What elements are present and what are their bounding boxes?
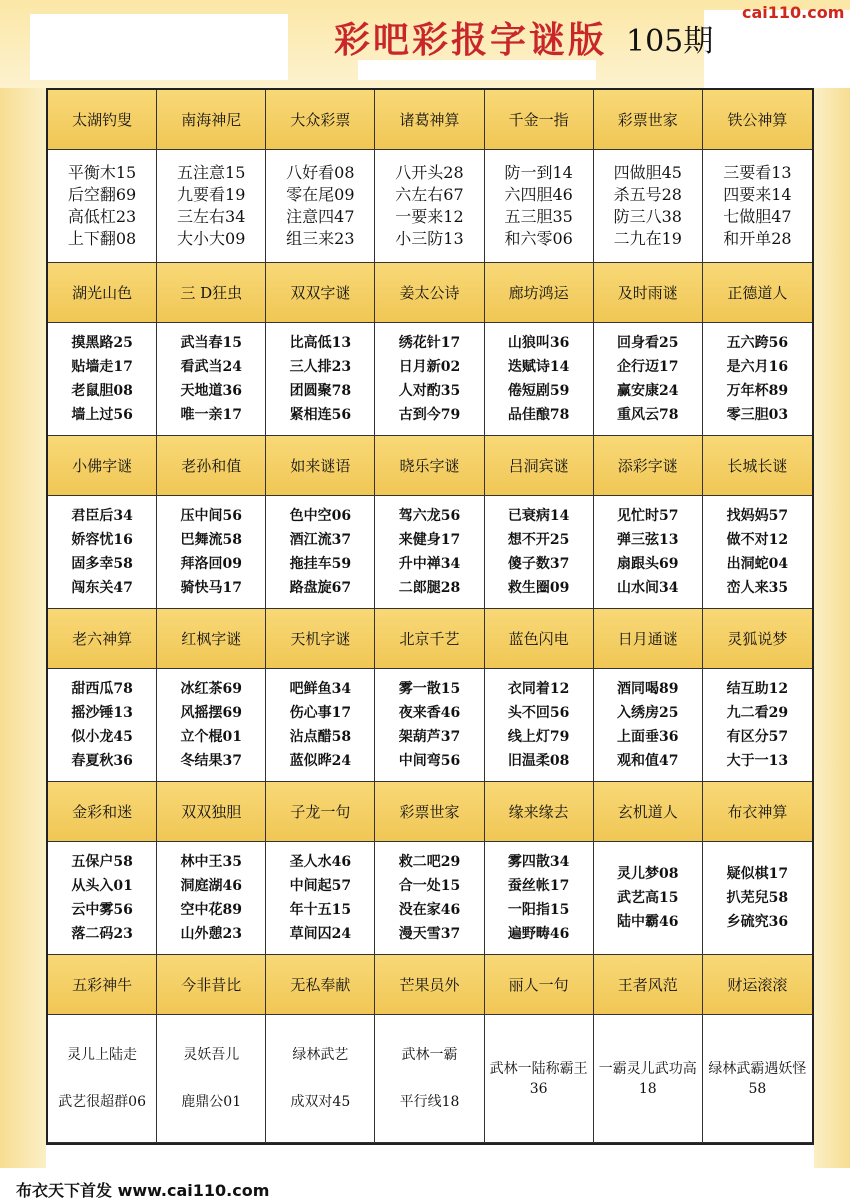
riddle-line: 摇沙锤13 — [71, 705, 133, 721]
riddle-line: 杀五号28 — [613, 185, 682, 204]
column-header: 南海神尼 — [157, 90, 266, 150]
riddle-cell — [157, 1015, 266, 1143]
riddle-line: 陆中霸46 — [617, 914, 679, 930]
riddle-line: 六左右67 — [395, 185, 464, 204]
column-header: 千金一指 — [485, 90, 594, 150]
riddle-line: 似小龙45 — [71, 729, 133, 745]
page-title: 彩吧彩报字谜版 — [334, 20, 608, 61]
riddle-line: 救生圈09 — [507, 580, 570, 596]
riddle-line: 峦人来35 — [726, 580, 789, 596]
column-header: 及时雨谜 — [594, 263, 703, 323]
riddle-line: 武艺很超群06 — [58, 1093, 146, 1110]
riddle-line: 来健身17 — [398, 532, 461, 548]
riddle-line: 中间起57 — [289, 878, 352, 894]
column-header: 今非昔比 — [157, 955, 266, 1015]
riddle-line: 娇容忧16 — [71, 532, 133, 548]
column-header: 子龙一句 — [266, 782, 375, 842]
riddle-cell — [594, 842, 703, 955]
column-header: 诸葛神算 — [375, 90, 484, 150]
riddle-cell — [157, 669, 266, 782]
riddle-cell — [48, 669, 157, 782]
riddle-line: 九要看19 — [177, 185, 246, 204]
column-header: 无私奉献 — [266, 955, 375, 1015]
riddle-line: 是六月16 — [726, 359, 789, 375]
riddle-line: 拖挂车59 — [289, 556, 352, 572]
riddle-line: 升中禅34 — [398, 556, 461, 572]
riddle-line: 后空翻69 — [67, 185, 137, 204]
riddle-line: 比高低13 — [289, 335, 352, 351]
riddle-line: 巴舞流58 — [180, 532, 242, 548]
riddle-line: 架葫芦37 — [398, 729, 461, 745]
column-header: 彩票世家 — [594, 90, 703, 150]
column-header: 晓乐字谜 — [375, 436, 484, 496]
riddle-cell — [48, 842, 157, 955]
riddle-line: 注意四47 — [286, 207, 355, 226]
riddle-line: 武艺高15 — [617, 890, 679, 906]
riddle-line: 一霸灵儿武功高18 — [598, 1060, 697, 1097]
riddle-line: 雾一散15 — [398, 681, 461, 697]
riddle-line: 立个棍01 — [180, 729, 242, 745]
column-header: 天机字谜 — [266, 609, 375, 669]
riddle-cell — [266, 669, 375, 782]
column-header: 大众彩票 — [266, 90, 375, 150]
column-header: 双双独胆 — [157, 782, 266, 842]
riddle-line: 出洞蛇04 — [726, 556, 789, 572]
riddle-line: 武林一陆称霸王36 — [489, 1060, 588, 1097]
riddle-line: 大于一13 — [726, 753, 789, 769]
riddle-line: 回身看25 — [617, 335, 679, 351]
riddle-line: 甜西瓜78 — [71, 681, 133, 697]
riddle-line: 绿林武霸遇妖怪58 — [708, 1060, 807, 1097]
riddle-line: 从头入01 — [71, 878, 133, 894]
riddle-line: 君臣后34 — [71, 508, 133, 524]
riddle-cell — [157, 150, 266, 263]
riddle-line: 想不开25 — [507, 532, 570, 548]
riddle-line: 遍野畴46 — [507, 926, 570, 942]
riddle-line: 八好看08 — [286, 163, 355, 182]
riddle-line: 零三胆03 — [726, 407, 789, 423]
riddle-line: 上下翻08 — [67, 229, 137, 248]
riddle-line: 夜来香46 — [398, 705, 461, 721]
riddle-line: 日月新02 — [398, 359, 461, 375]
riddle-cell — [266, 1015, 375, 1143]
riddle-line: 冰红茶69 — [180, 681, 242, 697]
column-header: 王者风范 — [594, 955, 703, 1015]
riddle-line: 云中雾56 — [71, 902, 133, 918]
riddle-line: 头不回56 — [507, 705, 570, 721]
riddle-line: 旧温柔08 — [507, 753, 570, 769]
riddle-line: 六四胆46 — [504, 185, 573, 204]
riddle-cell — [485, 323, 594, 436]
column-header: 老六神算 — [48, 609, 157, 669]
riddle-line: 武林一霸 — [401, 1047, 458, 1064]
riddle-cell — [266, 323, 375, 436]
riddle-line: 漫天雪37 — [398, 926, 461, 942]
riddle-line: 灵儿上陆走 — [67, 1047, 138, 1064]
riddle-cell — [375, 669, 484, 782]
riddle-line: 灵儿梦08 — [617, 866, 679, 882]
riddle-line: 骑快马17 — [180, 580, 242, 596]
riddle-cell — [266, 496, 375, 609]
riddle-line: 迭赋诗14 — [507, 359, 570, 375]
riddle-cell — [594, 150, 703, 263]
riddle-cell — [48, 150, 157, 263]
riddle-cell — [703, 150, 812, 263]
riddle-line: 闯东关47 — [71, 580, 133, 596]
column-header: 长城长谜 — [703, 436, 812, 496]
riddle-line: 山外憩23 — [180, 926, 242, 942]
column-header: 铁公神算 — [703, 90, 812, 150]
riddle-line: 高低杠23 — [67, 207, 137, 226]
column-header: 吕洞宾谜 — [485, 436, 594, 496]
riddle-line: 倦短剧59 — [507, 383, 570, 399]
riddle-line: 已衰病14 — [507, 508, 570, 524]
riddle-cell — [594, 1015, 703, 1143]
riddle-cell — [375, 496, 484, 609]
site-watermark[interactable]: cai110.com — [742, 3, 845, 22]
riddle-line: 固多幸58 — [71, 556, 133, 572]
column-header: 玄机道人 — [594, 782, 703, 842]
riddle-line: 七做胆47 — [723, 207, 792, 226]
column-header: 灵狐说梦 — [703, 609, 812, 669]
riddle-line: 山狼叫36 — [507, 335, 570, 351]
riddle-line: 疑似棋17 — [726, 866, 789, 882]
riddle-line: 和六零06 — [504, 229, 573, 248]
riddle-line: 和开单28 — [723, 229, 792, 248]
riddle-line: 万年杯89 — [726, 383, 789, 399]
riddle-line: 天地道36 — [180, 383, 242, 399]
riddle-line: 上面垂36 — [617, 729, 679, 745]
riddle-line: 看武当24 — [180, 359, 242, 375]
riddle-cell — [485, 842, 594, 955]
riddle-cell — [266, 150, 375, 263]
column-header: 太湖钓叟 — [48, 90, 157, 150]
column-header: 五彩神牛 — [48, 955, 157, 1015]
riddle-line: 压中间56 — [180, 508, 242, 524]
left-border-band — [0, 88, 46, 1168]
riddle-line: 灵妖吾儿 — [183, 1047, 240, 1064]
riddle-line: 风摇摆69 — [180, 705, 242, 721]
riddle-line: 三人排23 — [289, 359, 352, 375]
riddle-line: 八开头28 — [395, 163, 464, 182]
riddle-line: 五注意15 — [177, 163, 246, 182]
riddle-line: 一要来12 — [395, 207, 464, 226]
riddle-cell — [375, 1015, 484, 1143]
column-header: 金彩和迷 — [48, 782, 157, 842]
riddle-cell — [375, 842, 484, 955]
column-header: 蓝色闪电 — [485, 609, 594, 669]
riddle-cell — [594, 496, 703, 609]
column-header: 如来谜语 — [266, 436, 375, 496]
column-header: 丽人一句 — [485, 955, 594, 1015]
riddle-line: 品佳酿78 — [507, 407, 570, 423]
column-header: 正德道人 — [703, 263, 812, 323]
riddle-cell — [157, 496, 266, 609]
riddle-line: 五三胆35 — [504, 207, 573, 226]
riddle-line: 路盘旋67 — [289, 580, 352, 596]
riddle-cell — [485, 496, 594, 609]
riddle-line: 组三来23 — [286, 229, 355, 248]
riddle-line: 救二吧29 — [398, 854, 461, 870]
riddle-line: 色中空06 — [289, 508, 352, 524]
riddle-line: 圣人水46 — [289, 854, 352, 870]
riddle-line: 落二码23 — [71, 926, 133, 942]
riddle-line: 四做胆45 — [613, 163, 682, 182]
riddle-line: 紧相连56 — [289, 407, 352, 423]
riddle-line: 酒同喝89 — [617, 681, 679, 697]
riddle-line: 入绣房25 — [617, 705, 679, 721]
riddle-line: 一阳指15 — [507, 902, 570, 918]
riddle-line: 吧鲜鱼34 — [289, 681, 352, 697]
riddle-line: 二郎腿28 — [398, 580, 461, 596]
column-header: 红枫字谜 — [157, 609, 266, 669]
riddle-cell — [703, 1015, 812, 1143]
column-header: 老孙和值 — [157, 436, 266, 496]
riddle-line: 人对酌35 — [398, 383, 461, 399]
riddle-cell — [48, 496, 157, 609]
riddle-line: 团圆聚78 — [289, 383, 352, 399]
riddle-cell — [485, 150, 594, 263]
riddle-line: 中间弯56 — [398, 753, 461, 769]
riddle-line: 绿林武艺 — [292, 1047, 349, 1064]
riddle-line: 伤心事17 — [289, 705, 352, 721]
riddle-line: 五保户58 — [71, 854, 133, 870]
riddle-line: 老鼠胆08 — [71, 383, 133, 399]
riddle-cell — [48, 323, 157, 436]
riddle-line: 弹三弦13 — [617, 532, 679, 548]
column-header: 北京千艺 — [375, 609, 484, 669]
riddle-cell — [375, 323, 484, 436]
column-header: 湖光山色 — [48, 263, 157, 323]
riddle-cell — [594, 669, 703, 782]
riddle-line: 贴墙走17 — [71, 359, 133, 375]
riddle-cell — [375, 150, 484, 263]
riddle-cell — [703, 323, 812, 436]
issue-number: 105期 — [626, 24, 714, 59]
riddle-cell — [157, 323, 266, 436]
riddle-line: 驾六龙56 — [398, 508, 461, 524]
riddle-line: 重风云78 — [617, 407, 679, 423]
riddle-line: 春夏秋36 — [71, 753, 133, 769]
riddle-line: 傻子数37 — [507, 556, 570, 572]
riddle-line: 蚕丝帐17 — [507, 878, 570, 894]
riddle-line: 山水间34 — [617, 580, 679, 596]
riddle-line: 四要来14 — [723, 185, 792, 204]
riddle-line: 做不对12 — [726, 532, 789, 548]
riddle-cell — [266, 842, 375, 955]
column-header: 布衣神算 — [703, 782, 812, 842]
riddle-line: 摸黑路25 — [71, 335, 133, 351]
riddle-line: 线上灯79 — [507, 729, 570, 745]
riddle-cell — [703, 496, 812, 609]
riddle-line: 空中花89 — [180, 902, 242, 918]
riddle-line: 企行迈17 — [617, 359, 679, 375]
riddle-line: 蓝似晔24 — [289, 753, 352, 769]
column-header: 日月通谜 — [594, 609, 703, 669]
riddle-line: 冬结果37 — [180, 753, 242, 769]
riddle-line: 武当春15 — [180, 335, 242, 351]
riddle-line: 扇跟头69 — [617, 556, 679, 572]
right-border-band — [814, 88, 850, 1168]
riddle-line: 零在尾09 — [286, 185, 355, 204]
riddle-cell — [485, 1015, 594, 1143]
column-header: 缘来缘去 — [485, 782, 594, 842]
riddle-line: 五六跨56 — [726, 335, 789, 351]
riddle-cell — [485, 669, 594, 782]
blank-strip — [358, 60, 596, 80]
riddle-line: 鹿鼎公01 — [181, 1093, 242, 1110]
column-header: 芒果员外 — [375, 955, 484, 1015]
riddle-line: 绣花针17 — [398, 335, 461, 351]
riddle-line: 有区分57 — [726, 729, 789, 745]
riddle-line: 观和值47 — [617, 753, 679, 769]
footer-text: 布衣天下首发 www.cai110.com — [16, 1181, 270, 1200]
riddle-line: 古到今79 — [398, 407, 461, 423]
riddle-line: 雾四散34 — [507, 854, 570, 870]
riddle-line: 草间囚24 — [289, 926, 352, 942]
column-header: 财运滚滚 — [703, 955, 812, 1015]
riddle-line: 衣同着12 — [507, 681, 570, 697]
riddle-line: 没在家46 — [398, 902, 461, 918]
riddle-cell — [48, 1015, 157, 1143]
riddle-line: 乡硫究36 — [726, 914, 789, 930]
riddle-cell — [703, 842, 812, 955]
riddle-line: 赢安康24 — [617, 383, 679, 399]
riddle-line: 扒芜兒58 — [726, 890, 789, 906]
riddle-cell — [703, 669, 812, 782]
blank-box-left — [30, 14, 288, 80]
column-header: 添彩字谜 — [594, 436, 703, 496]
column-header: 双双字谜 — [266, 263, 375, 323]
riddle-line: 找妈妈57 — [726, 508, 789, 524]
column-header: 小佛字谜 — [48, 436, 157, 496]
riddle-line: 年十五15 — [289, 902, 352, 918]
riddle-line: 九二看29 — [726, 705, 789, 721]
riddle-line: 酒江流37 — [289, 532, 352, 548]
riddle-line: 唯一亲17 — [180, 407, 242, 423]
column-header: 姜太公诗 — [375, 263, 484, 323]
riddle-line: 防三八38 — [613, 207, 682, 226]
riddle-cell — [157, 842, 266, 955]
riddle-line: 三要看13 — [723, 163, 792, 182]
riddle-line: 墙上过56 — [71, 407, 133, 423]
riddle-cell — [594, 323, 703, 436]
riddle-line: 平衡木15 — [67, 163, 137, 182]
riddle-line: 林中王35 — [180, 854, 242, 870]
riddle-line: 平行线18 — [399, 1093, 460, 1110]
riddle-line: 见忙时57 — [617, 508, 679, 524]
riddle-line: 合一处15 — [398, 878, 461, 894]
riddle-line: 防一到14 — [504, 163, 573, 182]
riddle-line: 三左右34 — [177, 207, 246, 226]
riddle-line: 洞庭湖46 — [180, 878, 242, 894]
column-header: 三 D狂虫 — [157, 263, 266, 323]
riddle-line: 成双对45 — [290, 1093, 351, 1110]
riddle-line: 拜洛回09 — [180, 556, 242, 572]
column-header: 廊坊鸿运 — [485, 263, 594, 323]
column-header: 彩票世家 — [375, 782, 484, 842]
riddle-line: 二九在19 — [613, 229, 682, 248]
riddle-line: 小三防13 — [395, 229, 464, 248]
riddle-line: 结互助12 — [726, 681, 789, 697]
riddle-table — [46, 88, 814, 1145]
riddle-line: 大小大09 — [177, 229, 246, 248]
riddle-line: 沾点醋58 — [289, 729, 352, 745]
